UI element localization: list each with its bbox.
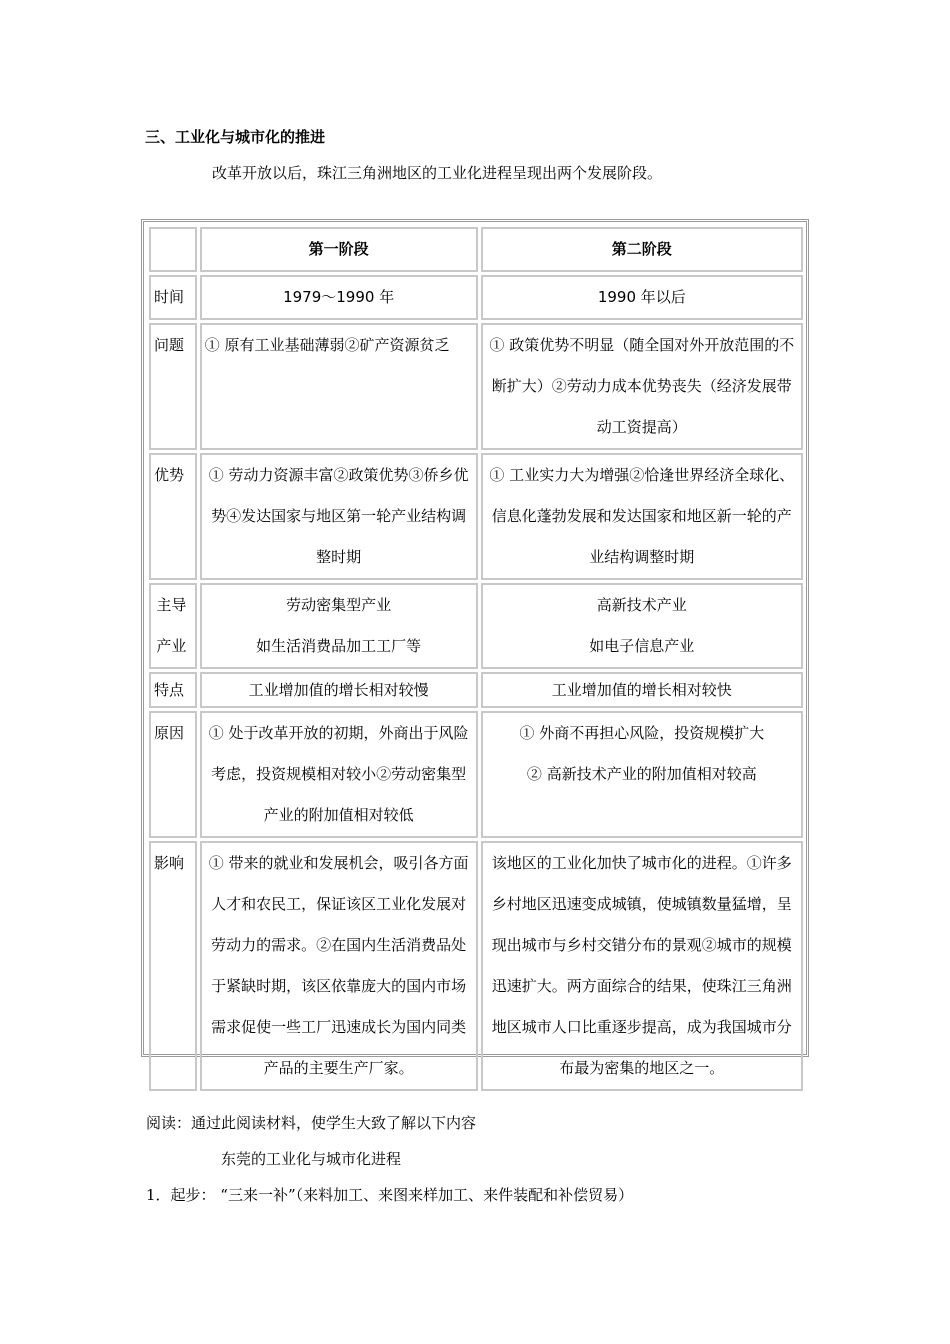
table-row-impact [149,841,803,1091]
table-row-problem [149,323,803,450]
row-label-reason: 原因 [149,711,197,838]
row-label-time: 时间 [149,275,197,320]
advantage-stage1: ① 劳动力资源丰富②政策优势③侨乡优势④发达国家与地区第一轮产业结构调整时期 [200,453,478,580]
reading-note: 阅读：通过此阅读材料，使学生大致了解以下内容 [146,1114,477,1132]
step-1: 1．起步： “三来一补”（来料加工、来图来样加工、来件装配和补偿贸易） [146,1186,634,1204]
intro-paragraph: 改革开放以后，珠江三角洲地区的工业化进程呈现出两个发展阶段。 [212,164,663,182]
problem-stage2: ① 政策优势不明显（随全国对外开放范围的不断扩大）②劳动力成本优势丧失（经济发展带动工资提高） [481,323,803,450]
table-row-leading-industry [149,583,803,669]
table-header-row [149,227,803,272]
row-label-feature: 特点 [149,672,197,708]
feature-stage2: 工业增加值的增长相对较快 [481,672,803,708]
row-label-problem: 问题 [149,323,197,450]
impact-stage1: ① 带来的就业和发展机会，吸引各方面人才和农民工，保证该区工业化发展对劳动力的需求。②在国内生活消费品处于紧缺时期，该区依靠庞大的国内市场需求促使一些工厂迅速成长为国内同类产品的主要生产厂家。 [200,841,478,1091]
feature-stage1: 工业增加值的增长相对较慢 [200,672,478,708]
time-stage1: 1979～1990 年 [200,275,478,320]
reason-stage2-point2: ② 高新技术产业的附加值相对较高 [526,765,757,783]
table-row-reason [149,711,803,838]
corner-cell [149,227,197,272]
time-stage2: 1990 年以后 [481,275,803,320]
problem-stage1: ① 原有工业基础薄弱②矿产资源贫乏 [200,323,478,450]
row-label-impact: 影响 [149,841,197,1091]
table-row-feature [149,672,803,708]
column-header-stage2: 第二阶段 [481,227,803,272]
table-row-advantage [149,453,803,580]
row-label-advantage: 优势 [149,453,197,580]
industry-stage1-type: 劳动密集型产业 [286,596,392,614]
reason-stage2-point1: ① 外商不再担心风险，投资规模扩大 [519,724,765,742]
industry-stage1-example: 如生活消费品加工工厂等 [256,637,422,655]
reading-title: 东莞的工业化与城市化进程 [221,1150,402,1168]
stage-comparison-table [141,219,809,1077]
reason-stage1: ① 处于改革开放的初期，外商出于风险考虑，投资规模相对较小②劳动密集型产业的附加值相对较低 [200,711,478,838]
section-heading: 三、工业化与城市化的推进 [145,128,326,146]
industry-stage1 [200,583,478,669]
table-row-time [149,275,803,320]
advantage-stage2: ① 工业实力大为增强②恰逢世界经济全球化、信息化蓬勃发展和发达国家和地区新一轮的产业结构调整时期 [481,453,803,580]
industry-stage2 [481,583,803,669]
industry-stage2-type: 高新技术产业 [596,596,687,614]
column-header-stage1: 第一阶段 [200,227,478,272]
impact-stage2: 该地区的工业化加快了城市化的进程。①许多乡村地区迅速变成城镇，使城镇数量猛增，呈现出城市与乡村交错分布的景观②城市的规模迅速扩大。两方面综合的结果，使珠江三角洲地区城市人口比重逐步提高，成为我国城市分布最为密集的地区之一。 [481,841,803,1091]
industry-stage2-example: 如电子信息产业 [589,637,695,655]
row-label-leading-industry: 主导产业 [149,583,197,669]
reason-stage2 [481,711,803,838]
